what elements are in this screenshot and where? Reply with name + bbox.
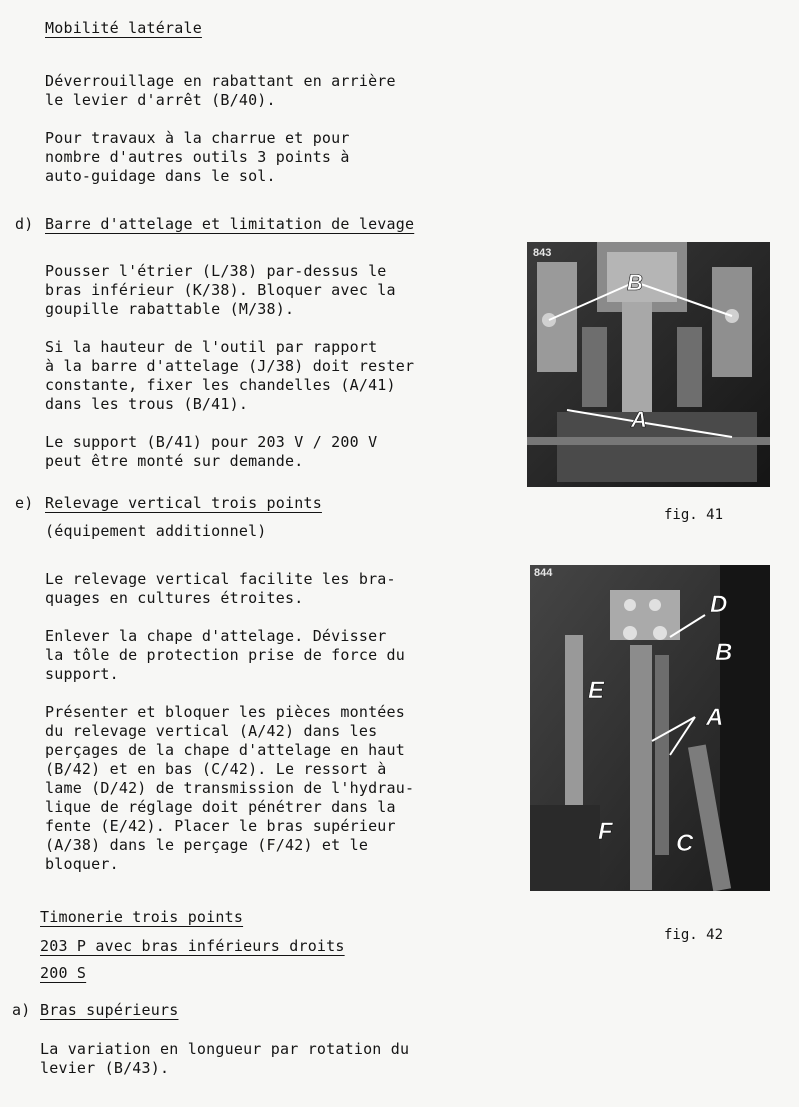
section-heading-upper-arms: Bras supérieurs [40, 1001, 179, 1019]
section-heading-vertical-lift: Relevage vertical trois points [45, 494, 322, 512]
paragraph-line: lame (D/42) de transmission de l'hydrau- [45, 779, 415, 797]
paragraph-line: fente (E/42). Placer le bras supérieur [45, 817, 396, 835]
paragraph-line: bloquer. [45, 855, 119, 873]
paragraph-line: à la barre d'attelage (J/38) doit rester [45, 357, 415, 375]
figure-42-label-c: C [676, 830, 694, 857]
paragraph-line: bras inférieur (K/38). Bloquer avec la [45, 281, 396, 299]
figure-42-label-a: A [706, 704, 724, 731]
paragraph-line: Enlever la chape d'attelage. Dévisser [45, 627, 387, 645]
paragraph-line: Présenter et bloquer les pièces montées [45, 703, 405, 721]
paragraph-line: quages en cultures étroites. [45, 589, 304, 607]
section-heading-lateral-mobility: Mobilité latérale [45, 19, 202, 37]
paragraph-line: constante, fixer les chandelles (A/41) [45, 376, 396, 394]
figure-41-illustration [527, 242, 770, 487]
paragraph-line: peut être monté sur demande. [45, 452, 304, 470]
paragraph-line: le levier d'arrêt (B/40). [45, 91, 276, 109]
figure-41-code: 843 [533, 247, 552, 259]
paragraph-line: auto-guidage dans le sol. [45, 167, 276, 185]
paragraph-line: (A/38) dans le perçage (F/42) et le [45, 836, 369, 854]
figure-42-label-b: B [715, 639, 733, 666]
figure-42-illustration [530, 565, 770, 891]
paragraph-line: dans les trous (B/41). [45, 395, 249, 413]
paragraph-line: la tôle de protection prise de force du [45, 646, 405, 664]
paragraph-line: La variation en longueur par rotation du [40, 1040, 410, 1058]
paragraph-line: (B/42) et en bas (C/42). Le ressort à [45, 760, 387, 778]
paragraph-line: levier (B/43). [40, 1059, 170, 1077]
section-heading-drawbar: Barre d'attelage et limitation de levage [45, 215, 415, 233]
figure-42-label-f: F [598, 818, 613, 845]
heading-linkage: Timonerie trois points [40, 908, 244, 926]
paragraph-line: Déverrouillage en rabattant en arrière [45, 72, 396, 90]
paragraph-line: goupille rabattable (M/38). [45, 300, 295, 318]
section-marker-d: d) [15, 215, 34, 233]
figure-41-photo [527, 242, 770, 487]
paragraph-line: Si la hauteur de l'outil par rapport [45, 338, 378, 356]
section-marker-a: a) [12, 1001, 31, 1019]
figure-41-caption: fig. 41 [664, 507, 724, 523]
paragraph-line: nombre d'autres outils 3 points à [45, 148, 350, 166]
figure-42-caption: fig. 42 [664, 927, 724, 943]
heading-model-200s: 200 S [40, 964, 87, 982]
paragraph-line: Le support (B/41) pour 203 V / 200 V [45, 433, 378, 451]
figure-42-label-d: D [710, 591, 728, 618]
paragraph-line: lique de réglage doit pénétrer dans la [45, 798, 396, 816]
figure-42-photo [530, 565, 770, 891]
figure-42-label-e: E [588, 677, 605, 704]
paragraph-line: perçages de la chape d'attelage en haut [45, 741, 405, 759]
section-subheading: (équipement additionnel) [45, 522, 267, 540]
paragraph-line: Pousser l'étrier (L/38) par-dessus le [45, 262, 387, 280]
paragraph-line: Pour travaux à la charrue et pour [45, 129, 350, 147]
heading-model-203p: 203 P avec bras inférieurs droits [40, 937, 345, 955]
figure-41-label-b: B [627, 270, 643, 295]
figure-42-code: 844 [534, 567, 553, 579]
paragraph-line: support. [45, 665, 119, 683]
paragraph-line: Le relevage vertical facilite les bra- [45, 570, 396, 588]
figure-41-label-a: A [631, 407, 647, 432]
section-marker-e: e) [15, 494, 34, 512]
paragraph-line: du relevage vertical (A/42) dans les [45, 722, 378, 740]
